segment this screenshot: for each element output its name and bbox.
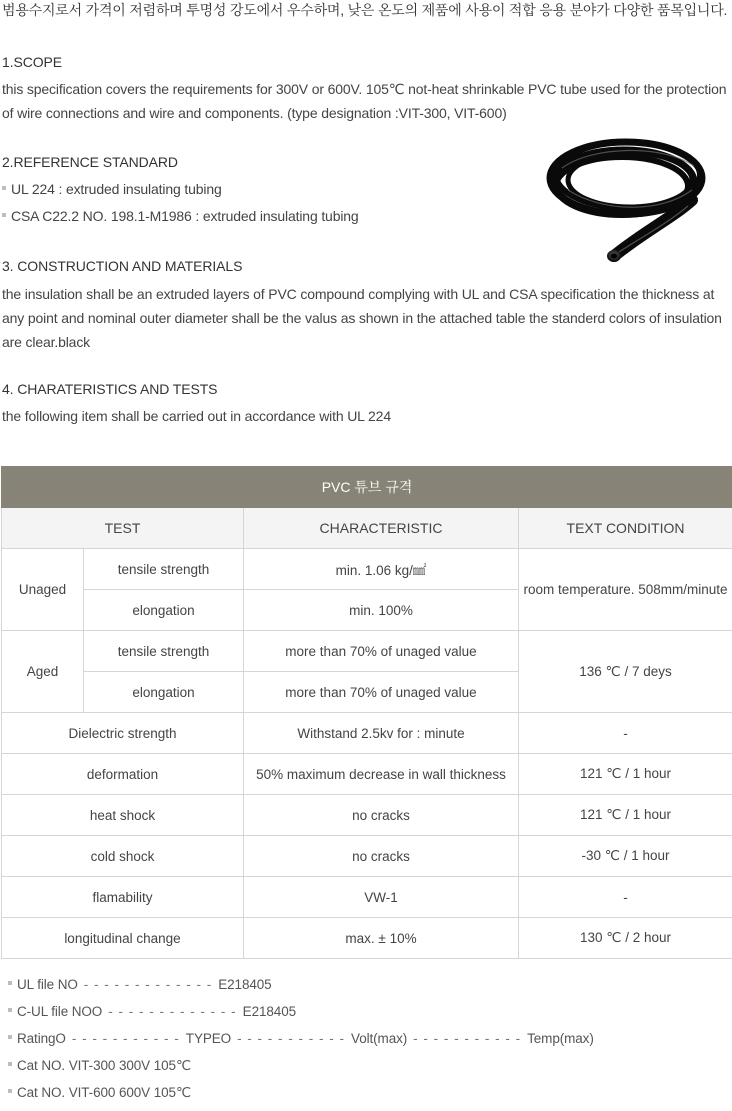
- condition-cell: room temperature. 508mm/minute: [519, 549, 732, 631]
- table-row: [2, 836, 732, 877]
- column-header-characteristic: CHARACTERISTIC: [244, 508, 519, 549]
- table-row: [2, 877, 732, 918]
- pvc-tube-photo: [542, 128, 710, 278]
- intro-text: 범용수지로서 가격이 저렴하며 투명성 강도에서 우수하며, 낮은 온도의 제품에 사용이 적합 응용 분야가 다양한 품목입니다.: [2, 2, 728, 18]
- test-cell: heat shock: [2, 795, 244, 836]
- characteristic-cell: max. ± 10%: [244, 918, 519, 959]
- condition-cell: 121 ℃ / 1 hour: [519, 754, 732, 795]
- reference-item-label: CSA C22.2 NO. 198.1-M1986 : extruded insulating tubing: [11, 208, 359, 224]
- condition-cell: 121 ℃ / 1 hour: [519, 795, 732, 836]
- subtest-label: elongation: [84, 590, 244, 631]
- volt-label: Volt(max): [351, 1031, 408, 1046]
- subtest-label: tensile strength: [84, 631, 244, 672]
- bullet-icon: [8, 981, 12, 985]
- dash-leader: - - - - - - - - - - - - -: [108, 1004, 237, 1019]
- construction-title: 3. CONSTRUCTION AND MATERIALS: [2, 258, 243, 274]
- table-title: PVC 튜브 규격: [2, 467, 732, 508]
- cat-label: Cat NO. VIT-300 300V 105℃: [17, 1058, 192, 1073]
- test-cell: cold shock: [2, 836, 244, 877]
- construction-line: the insulation shall be an extruded layers of PVC compound complying with UL and CSA specification the thickness at: [2, 286, 715, 302]
- characteristics-title: 4. CHARATERISTICS AND TESTS: [2, 381, 218, 397]
- subtest-label: tensile strength: [84, 549, 244, 590]
- construction-line: are clear.black: [2, 334, 91, 350]
- temp-label: Temp(max): [527, 1031, 594, 1046]
- characteristic-cell: more than 70% of unaged value: [244, 672, 519, 713]
- table-row: [2, 549, 732, 590]
- table-row: [2, 631, 732, 672]
- characteristic-cell: 50% maximum decrease in wall thickness: [244, 754, 519, 795]
- scope-text: [2, 77, 726, 125]
- ul-file-note: [8, 977, 272, 992]
- dash-leader: - - - - - - - - - - -: [71, 1031, 180, 1046]
- test-cell: Dielectric strength: [2, 713, 244, 754]
- table-row: [2, 795, 732, 836]
- bullet-icon: [8, 1089, 12, 1093]
- condition-cell: -30 ℃ / 1 hour: [519, 836, 732, 877]
- rating-note: [8, 1031, 594, 1046]
- construction-line: any point and nominal outer diameter shall be the valus as shown in the attached table the standerd colors of insulation: [2, 310, 722, 326]
- characteristics-text: the following item shall be carried out in accordance with UL 224: [2, 408, 391, 424]
- reference-item: [2, 181, 222, 197]
- cul-file-value: E218405: [242, 1004, 297, 1019]
- ul-file-value: E218405: [218, 977, 272, 992]
- bullet-icon: [2, 186, 6, 190]
- characteristic-cell: no cracks: [244, 836, 519, 877]
- construction-text: [2, 282, 722, 354]
- characteristic-cell: min. 1.06 kg/㎟: [244, 549, 519, 590]
- characteristic-cell: no cracks: [244, 795, 519, 836]
- condition-cell: -: [519, 877, 732, 918]
- table-row: [2, 754, 732, 795]
- cat-note: [8, 1058, 191, 1074]
- cat-label: Cat NO. VIT-600 600V 105℃: [17, 1085, 192, 1100]
- reference-item-label: UL 224 : extruded insulating tubing: [11, 181, 222, 197]
- characteristic-cell: min. 100%: [244, 590, 519, 631]
- bullet-icon: [8, 1035, 12, 1039]
- condition-cell: -: [519, 713, 732, 754]
- reference-title: 2.REFERENCE STANDARD: [2, 154, 178, 170]
- bullet-icon: [2, 213, 6, 217]
- cul-file-note: [8, 1004, 296, 1019]
- table-row: [2, 918, 732, 959]
- bullet-icon: [8, 1062, 12, 1066]
- characteristic-cell: Withstand 2.5kv for : minute: [244, 713, 519, 754]
- table-row: [2, 713, 732, 754]
- column-header-test: TEST: [2, 508, 244, 549]
- dash-leader: - - - - - - - - - - -: [413, 1031, 522, 1046]
- characteristic-cell: VW-1: [244, 877, 519, 918]
- test-cell: deformation: [2, 754, 244, 795]
- dash-leader: - - - - - - - - - - -: [237, 1031, 346, 1046]
- rating-label: RatingO: [17, 1031, 66, 1046]
- scope-line: of wire connections and wire and components. (type designation :VIT-300, VIT-600): [2, 105, 507, 121]
- bullet-icon: [8, 1008, 12, 1012]
- pvc-spec-table: [1, 466, 732, 959]
- condition-cell: 136 ℃ / 7 deys: [519, 631, 732, 713]
- test-cell: flamability: [2, 877, 244, 918]
- column-header-condition: TEXT CONDITION: [519, 508, 732, 549]
- ul-file-label: UL file NO: [17, 977, 78, 992]
- reference-item: [2, 208, 359, 224]
- scope-line: this specification covers the requirements for 300V or 600V. 105℃ not-heat shrinkable PVC tube used for the protection: [2, 81, 727, 97]
- test-cell: longitudinal change: [2, 918, 244, 959]
- group-label-unaged: Unaged: [2, 549, 84, 631]
- condition-cell: 130 ℃ / 2 hour: [519, 918, 732, 959]
- scope-title: 1.SCOPE: [2, 54, 62, 70]
- characteristic-cell: more than 70% of unaged value: [244, 631, 519, 672]
- subtest-label: elongation: [84, 672, 244, 713]
- cul-file-label: C-UL file NOO: [17, 1004, 103, 1019]
- typeo-label: TYPEO: [185, 1031, 232, 1046]
- group-label-aged: Aged: [2, 631, 84, 713]
- cat-note: [8, 1085, 191, 1101]
- dash-leader: - - - - - - - - - - - - -: [83, 977, 213, 992]
